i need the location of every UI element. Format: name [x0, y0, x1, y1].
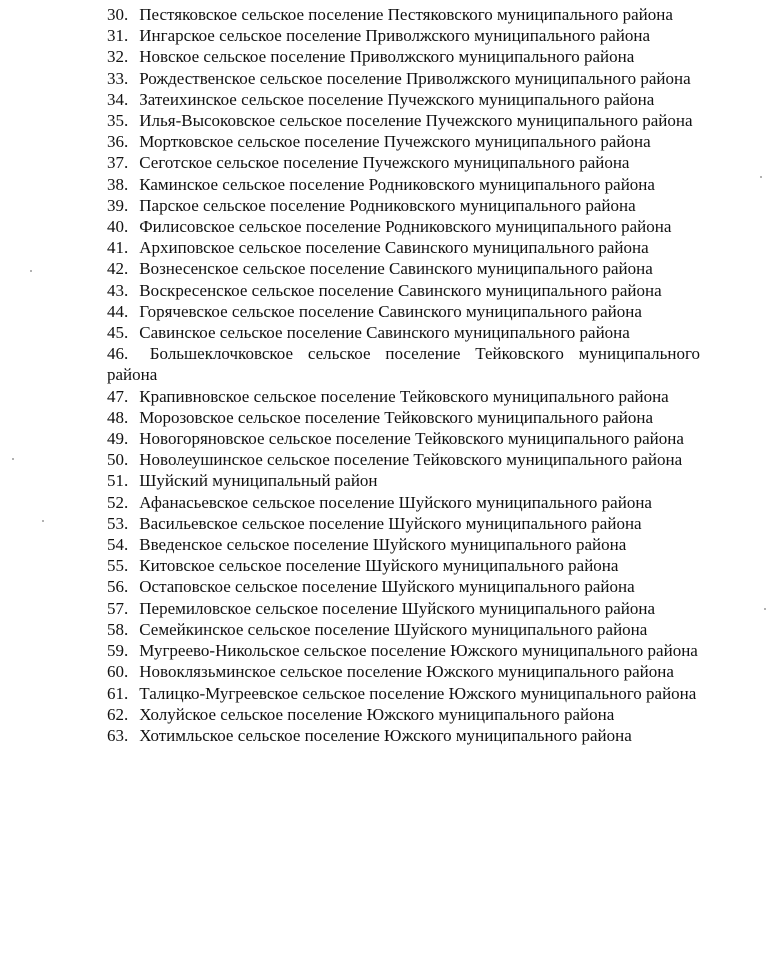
- list-item: [107, 640, 700, 661]
- item-number: 49.: [107, 429, 129, 449]
- list-item: [107, 513, 700, 534]
- item-text: Горячевское сельское поселение Савинского муниципального района: [139, 301, 642, 321]
- item-text: Перемиловское сельское поселение Шуйского муниципального района: [139, 598, 655, 618]
- item-text: Шуйский муниципальный район: [139, 471, 378, 491]
- item-text: Пестяковское сельское поселение Пестяковского муниципального района: [139, 5, 673, 24]
- list-item: [107, 725, 700, 746]
- item-number: 52.: [107, 492, 129, 512]
- item-number: 30.: [107, 5, 129, 24]
- item-number: 48.: [107, 407, 129, 427]
- list-item: [107, 258, 700, 279]
- list-item: [107, 301, 700, 322]
- list-item: [107, 555, 700, 576]
- list-item: [107, 470, 700, 491]
- item-number: 35.: [107, 111, 129, 131]
- item-text: Афанасьевское сельское поселение Шуйского муниципального района: [139, 492, 652, 512]
- item-text: Вознесенское сельское поселение Савинского муниципального района: [139, 259, 653, 279]
- list-item: [107, 322, 700, 343]
- item-number: 45.: [107, 323, 129, 343]
- item-text: Новоклязьминское сельское поселение Южского муниципального района: [139, 662, 674, 682]
- list-item: [107, 216, 700, 237]
- scan-speck: [30, 270, 32, 272]
- list-item: [107, 576, 700, 597]
- item-number: 60.: [107, 662, 129, 682]
- item-text: Мугреево-Никольское сельское поселение Южского муниципального района: [139, 641, 698, 661]
- item-number: 44.: [107, 301, 129, 321]
- item-number: 42.: [107, 259, 129, 279]
- item-text: Ингарское сельское поселение Приволжского муниципального района: [139, 26, 650, 46]
- item-number: 57.: [107, 598, 129, 618]
- item-number: 32.: [107, 47, 129, 67]
- scan-speck: [42, 520, 44, 522]
- item-text: Талицко-Мугреевское сельское поселение Южского муниципального района: [139, 683, 697, 703]
- item-text: Воскресенское сельское поселение Савинского муниципального района: [139, 280, 662, 300]
- item-text: Каминское сельское поселение Родниковского муниципального района: [139, 174, 655, 194]
- item-text: Введенское сельское поселение Шуйского муниципального района: [139, 535, 627, 555]
- item-number: 43.: [107, 280, 129, 300]
- list-item: [107, 449, 700, 470]
- list-item: [107, 343, 700, 385]
- item-text: Затеихинское сельское поселение Пучежского муниципального района: [139, 89, 655, 109]
- list-item: [107, 89, 700, 110]
- list-item: [107, 174, 700, 195]
- list-item: [107, 407, 700, 428]
- item-text: Савинское сельское поселение Савинского муниципального района: [139, 323, 630, 343]
- item-text: Новогоряновское сельское поселение Тейковского муниципального района: [139, 429, 684, 449]
- item-number: 31.: [107, 26, 129, 46]
- list-item: [107, 704, 700, 725]
- item-number: 55.: [107, 556, 129, 576]
- item-number: 33.: [107, 68, 129, 88]
- item-number: 34.: [107, 89, 129, 109]
- item-number: 63.: [107, 725, 129, 745]
- item-text: Васильевское сельское поселение Шуйского муниципального района: [139, 513, 642, 533]
- scan-speck: [760, 176, 762, 178]
- item-text: Холуйское сельское поселение Южского муниципального района: [139, 704, 615, 724]
- scan-speck: [764, 608, 766, 610]
- item-text: Китовское сельское поселение Шуйского муниципального района: [139, 556, 619, 576]
- list-item: [107, 131, 700, 152]
- item-text: Рождественское сельское поселение Приволжского муниципального района: [139, 68, 691, 88]
- list-item: [107, 683, 700, 704]
- item-text: Мортковское сельское поселение Пучежского муниципального района: [139, 132, 651, 152]
- item-text: Остаповское сельское поселение Шуйского муниципального района: [139, 577, 635, 597]
- item-number: 53.: [107, 513, 129, 533]
- list-item: [107, 386, 700, 407]
- item-number: 47.: [107, 386, 129, 406]
- item-text: Хотимльское сельское поселение Южского муниципального района: [139, 725, 632, 745]
- item-text: Семейкинское сельское поселение Шуйского муниципального района: [139, 619, 648, 639]
- list-item: [107, 237, 700, 258]
- settlement-list: [107, 4, 700, 746]
- list-item: [107, 25, 700, 46]
- list-item: [107, 46, 700, 67]
- item-text: Парское сельское поселение Родниковского муниципального района: [139, 195, 636, 215]
- item-number: 54.: [107, 535, 129, 555]
- list-item: [107, 280, 700, 301]
- list-item: [107, 110, 700, 131]
- list-item: [107, 195, 700, 216]
- list-item: [107, 152, 700, 173]
- item-text: Архиповское сельское поселение Савинского муниципального района: [139, 238, 649, 258]
- item-number: 41.: [107, 238, 129, 258]
- item-text: Новское сельское поселение Приволжского муниципального района: [139, 47, 635, 67]
- item-number: 40.: [107, 217, 129, 237]
- scan-speck: [12, 458, 14, 460]
- item-number: 38.: [107, 174, 129, 194]
- item-number: 59.: [107, 641, 129, 661]
- item-number: 51.: [107, 471, 129, 491]
- item-number: 50.: [107, 450, 129, 470]
- item-number: 36.: [107, 132, 129, 152]
- item-number: 56.: [107, 577, 129, 597]
- item-text: Сеготское сельское поселение Пучежского муниципального района: [139, 153, 630, 173]
- list-item: [107, 598, 700, 619]
- item-text: Морозовское сельское поселение Тейковского муниципального района: [139, 407, 654, 427]
- item-number: 61.: [107, 683, 129, 703]
- item-number: 62.: [107, 704, 129, 724]
- list-item: [107, 68, 700, 89]
- list-item: [107, 428, 700, 449]
- list-item: [107, 619, 700, 640]
- item-text: Большеклочковское сельское поселение Тейковского муниципального района: [107, 344, 700, 385]
- item-text: Новолеушинское сельское поселение Тейковского муниципального района: [139, 450, 683, 470]
- item-text: Крапивновское сельское поселение Тейковского муниципального района: [139, 386, 669, 406]
- item-number: 58.: [107, 619, 129, 639]
- item-number: 37.: [107, 153, 129, 173]
- item-text: Илья-Высоковское сельское поселение Пучежского муниципального района: [139, 111, 693, 131]
- list-item: [107, 4, 700, 25]
- item-number: 39.: [107, 195, 129, 215]
- list-item: [107, 534, 700, 555]
- item-number: 46.: [107, 344, 129, 364]
- list-item: [107, 492, 700, 513]
- item-text: Филисовское сельское поселение Родниковского муниципального района: [139, 217, 672, 237]
- list-item: [107, 661, 700, 682]
